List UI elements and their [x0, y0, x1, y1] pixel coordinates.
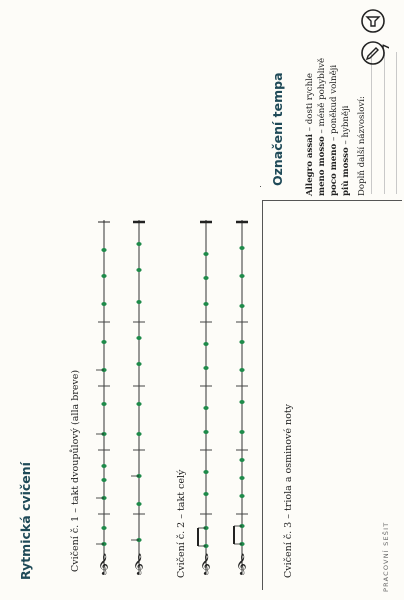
teacher-badge-icon — [360, 8, 386, 34]
tempo-heading: Označení tempa — [270, 72, 285, 186]
legend-line-2: meno mosso – méně pohyblivě — [317, 57, 327, 196]
rhythm-staves — [84, 214, 274, 584]
exercise-2-label: Cvičení č. 2 – takt celý — [176, 469, 187, 578]
note — [101, 526, 106, 530]
workbook-footer: PRACOVNÍ SEŠIT — [382, 521, 390, 592]
clef-icon: 𝄞 — [236, 554, 247, 575]
legend-line-4: più mosso – hybněji — [341, 105, 351, 196]
writing-line — [371, 52, 372, 194]
note — [101, 402, 106, 406]
note — [101, 274, 106, 278]
clef-icon: 𝄞 — [98, 554, 109, 575]
fill-in-prompt: Doplň další názvosloví: — [357, 96, 367, 196]
writing-line — [396, 52, 397, 194]
rule — [260, 186, 261, 187]
tempo-legend — [304, 58, 352, 196]
note — [101, 248, 106, 252]
page-number: 7 — [382, 43, 392, 50]
note — [101, 478, 106, 482]
top-rule — [262, 200, 402, 201]
clef-icon: 𝄞 — [200, 554, 211, 575]
note — [101, 302, 106, 306]
column-rule — [262, 200, 263, 590]
rhythm-heading: Rytmická cvičení — [18, 462, 33, 580]
clef-icon: 𝄞 — [133, 554, 144, 575]
writing-line — [384, 52, 385, 194]
legend-line-1: Allegro assai – dosti rychle — [305, 73, 315, 196]
note — [101, 340, 106, 344]
exercise-1-label: Cvičení č. 1 – takt dvoupůlový (alla breve) — [70, 369, 81, 572]
exercise-3-label: Cvičení č. 3 – triola a osminové noty — [283, 403, 294, 578]
legend-line-3: poco meno – poněkud volněji — [329, 64, 339, 196]
note — [101, 464, 106, 468]
